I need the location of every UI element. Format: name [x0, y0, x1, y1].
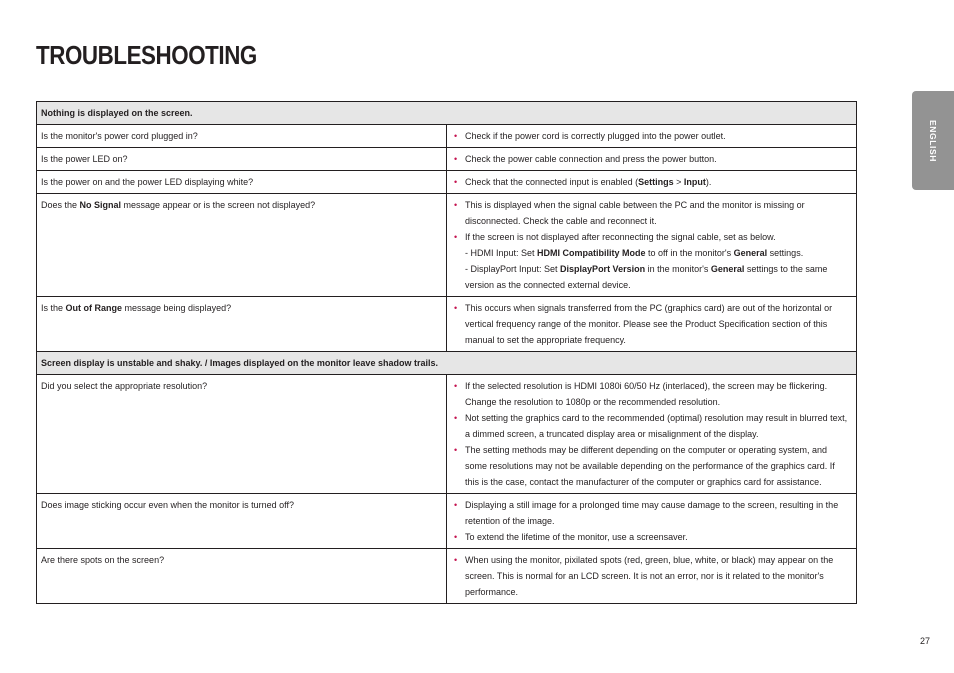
answer-sub-item — [451, 261, 851, 293]
table-row — [37, 494, 857, 549]
text-run: Is the power on and the power LED displaying white? — [41, 177, 254, 187]
section-header-row — [37, 352, 857, 375]
text-run: Did you select the appropriate resolution? — [41, 381, 208, 391]
question-cell — [37, 171, 447, 194]
text-run: message appear or is the screen not displayed? — [121, 200, 316, 210]
text-run: Displaying a still image for a prolonged time may cause damage to the screen, resulting in the retention of the image. — [465, 500, 839, 526]
answer-bullet-item — [451, 529, 851, 545]
table-row — [37, 375, 857, 494]
text-run: in the monitor's — [645, 264, 711, 274]
text-run: This is displayed when the signal cable between the PC and the monitor is missing or disconnected. Check the cable and reconnect it. — [465, 200, 805, 226]
page-number: 27 — [920, 636, 931, 646]
answer-bullet-item — [451, 128, 851, 144]
answer-cell — [447, 171, 857, 194]
answer-bullet-item — [451, 497, 851, 529]
question-cell — [37, 375, 447, 494]
answer-cell — [447, 549, 857, 604]
answer-bullet-item — [451, 174, 851, 190]
text-run: settings. — [767, 248, 804, 258]
answer-cell — [447, 148, 857, 171]
text-run: to off in the monitor's — [645, 248, 734, 258]
text-run: Are there spots on the screen? — [41, 555, 165, 565]
language-tab — [912, 91, 954, 190]
section-header-row — [37, 102, 857, 125]
text-run: - HDMI Input: Set — [465, 248, 538, 258]
bold-text: No Signal — [79, 200, 122, 210]
text-run: ). — [705, 177, 712, 187]
answer-cell — [447, 125, 857, 148]
question-cell — [37, 549, 447, 604]
answer-cell — [447, 375, 857, 494]
question-cell — [37, 194, 447, 297]
text-run: When using the monitor, pixilated spots (red, green, blue, white, or black) may appear on the screen. This is normal for an LCD screen. It is not an error, nor is it related to the monitor's performance. — [465, 555, 834, 597]
table-row — [37, 148, 857, 171]
answer-cell — [447, 194, 857, 297]
bold-text: HDMI Compatibility Mode — [537, 248, 646, 258]
troubleshooting-table — [36, 101, 857, 604]
bold-text: General — [710, 264, 745, 274]
answer-bullet-item — [451, 442, 851, 490]
text-run: To extend the lifetime of the monitor, use a screensaver. — [465, 532, 688, 542]
bold-text: DisplayPort Version — [560, 264, 646, 274]
bold-text: Settings — [638, 177, 674, 187]
text-run: Does the — [41, 200, 80, 210]
question-cell — [37, 148, 447, 171]
answer-bullet-item — [451, 151, 851, 167]
answer-bullet-item — [451, 229, 851, 245]
text-run: Check that the connected input is enabled ( — [465, 177, 639, 187]
language-tab-label: ENGLISH — [928, 119, 938, 162]
text-run: Check the power cable connection and press the power button. — [465, 154, 717, 164]
section-header: Screen display is unstable and shaky. / Images displayed on the monitor leave shadow trails. — [37, 352, 857, 375]
bold-text: Input — [683, 177, 706, 187]
answer-bullet-item — [451, 197, 851, 229]
text-run: Not setting the graphics card to the recommended (optimal) resolution may result in blurred text, a dimmed screen, a truncated display area or misalignment of the display. — [465, 413, 848, 439]
text-run: > — [673, 177, 684, 187]
answer-cell — [447, 297, 857, 352]
text-run: message being displayed? — [122, 303, 232, 313]
bold-text: Out of Range — [65, 303, 123, 313]
bold-text: General — [733, 248, 768, 258]
text-run: Check if the power cord is correctly plugged into the power outlet. — [465, 131, 726, 141]
text-run: Is the power LED on? — [41, 154, 128, 164]
text-run: - DisplayPort Input: Set — [465, 264, 561, 274]
text-run: Does image sticking occur even when the monitor is turned off? — [41, 500, 294, 510]
question-cell — [37, 297, 447, 352]
text-run: If the screen is not displayed after reconnecting the signal cable, set as below. — [465, 232, 776, 242]
answer-bullet-item — [451, 300, 851, 348]
table-row — [37, 297, 857, 352]
table-row — [37, 549, 857, 604]
text-run: Is the monitor's power cord plugged in? — [41, 131, 198, 141]
answer-bullet-item — [451, 378, 851, 410]
text-run: If the selected resolution is HDMI 1080i 60/50 Hz (interlaced), the screen may be flickering. Change the resolution to 1080p or the recommended resolution. — [465, 381, 828, 407]
text-run: Is the — [41, 303, 66, 313]
answer-cell — [447, 494, 857, 549]
text-run: The setting methods may be different depending on the computer or operating system, and some resolutions may not be available depending on the performance of the graphics card. If this is the case, contact the manufacturer of the computer or graphics card for assistance. — [465, 445, 835, 487]
page-title: TROUBLESHOOTING — [36, 40, 257, 70]
table-row — [37, 125, 857, 148]
question-cell — [37, 494, 447, 549]
text-run: This occurs when signals transferred from the PC (graphics card) are out of the horizontal or vertical frequency range of the monitor. Please see the Product Specification section of this manual to set the appropriate frequency. — [465, 303, 833, 345]
table-row — [37, 171, 857, 194]
answer-bullet-item — [451, 410, 851, 442]
troubleshooting-table-body — [37, 102, 857, 604]
answer-sub-item — [451, 245, 851, 261]
section-header: Nothing is displayed on the screen. — [37, 102, 857, 125]
answer-bullet-item — [451, 552, 851, 600]
question-cell — [37, 125, 447, 148]
table-row — [37, 194, 857, 297]
text-run: settings to the same version as the connected external device. — [465, 264, 828, 290]
